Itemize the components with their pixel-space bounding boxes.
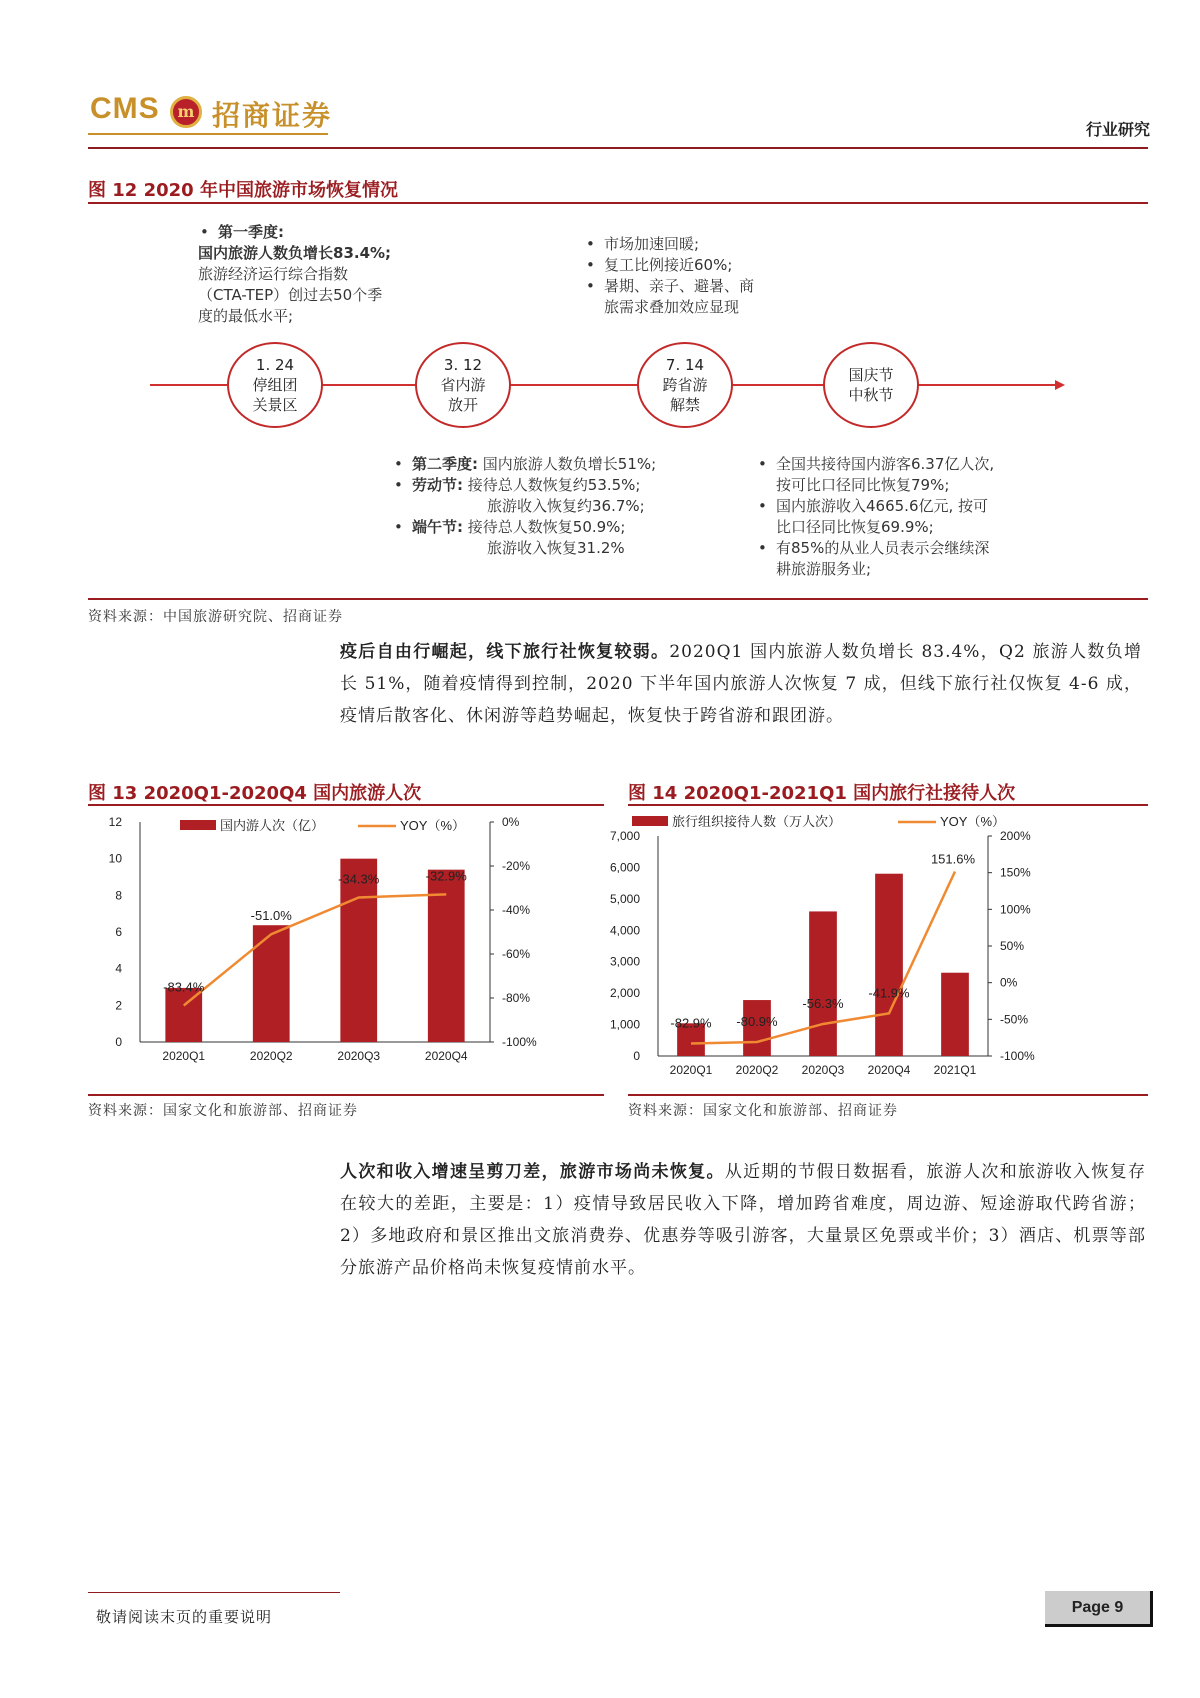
list-item-cont: 旅游收入恢复31.2% [487, 539, 625, 557]
section-label: 行业研究 [1085, 120, 1150, 139]
y-tick-label-right: -60% [502, 947, 531, 961]
y-tick-label-right: -80% [502, 991, 531, 1005]
data-label: -51.0% [250, 908, 292, 924]
fig12-rule [88, 202, 1148, 204]
y-tick-label-right: 150% [1000, 865, 1031, 880]
fig12-summer-block [584, 234, 824, 318]
list-item: • 劳动节: 接待总人数恢复约53.5%; [392, 475, 722, 496]
timeline-node: 7. 14 跨省游 解禁 [637, 342, 733, 428]
y-tick-label-right: -40% [502, 903, 531, 917]
x-tick-label: 2020Q1 [162, 1049, 206, 1063]
list-item: • 端午节: 接待总人数恢复50.9%; [392, 517, 722, 538]
y-tick-label-right: -20% [502, 859, 531, 873]
fig14-chart [609, 808, 1148, 1092]
list-item: • 国内旅游收入4665.6亿元, 按可 比口径同比恢复69.9%; [756, 496, 1056, 538]
y-tick-label-left: 6 [115, 925, 122, 939]
y-tick-label-right: 0% [1000, 975, 1018, 990]
legend-bar-label: 旅行组织接待人数（万人次） [672, 814, 842, 829]
footer-rule [88, 1592, 340, 1593]
list-item: • 全国共接待国内游客6.37亿人次, 按可比口径同比恢复79%; [756, 454, 1056, 496]
timeline-node: 国庆节 中秋节 [823, 342, 919, 428]
x-tick-label: 2021Q1 [933, 1063, 977, 1077]
list-item: • 第二季度: 国内旅游人数负增长51%; [392, 454, 722, 475]
y-tick-label-left: 2,000 [609, 986, 640, 1001]
x-tick-label: 2020Q2 [249, 1049, 293, 1063]
footer-note: 敬请阅读末页的重要说明 [96, 1608, 273, 1626]
yoy-line [184, 894, 447, 1005]
list-item-cont: 旅需求叠加效应显现 [604, 298, 740, 316]
y-tick-label-left: 1,000 [609, 1017, 640, 1032]
fig13-title: 图 13 2020Q1-2020Q4 国内旅游人次 [88, 783, 422, 804]
page-number: Page 9 [1045, 1591, 1153, 1627]
fig12-q1-line: 国内旅游人数负增长83.4%; [198, 244, 392, 262]
y-tick-label-left: 0 [633, 1049, 640, 1063]
fig14-rule [628, 804, 1148, 806]
paragraph-2: 人次和收入增速呈剪刀差，旅游市场尚未恢复。从近期的节假日数据看，旅游人次和旅游收入恢复存在较大的差距，主要是：1）疫情导致居民收入下降，增加跨省难度，周边游、短途游取代跨省游；2）多地政府和景区推出文旅消费券、优惠券等吸引游客，大量景区免票或半价；3）酒店、机票等部分旅游产品价格尚未恢复疫情前水平。 [340, 1162, 1147, 1278]
y-tick-label-left: 7,000 [609, 829, 640, 843]
fig12-q1-line: 度的最低水平; [198, 307, 294, 325]
y-tick-label-left: 4 [115, 961, 122, 976]
data-label: -80.9% [736, 1013, 778, 1029]
y-tick-label-right: 200% [1000, 829, 1031, 843]
bar [941, 973, 969, 1056]
y-tick-label-right: 50% [1000, 939, 1025, 953]
paragraph-1: 疫后自由行崛起，线下旅行社恢复较弱。2020Q1 国内旅游人数负增长 83.4%，Q2 旅游人数负增长 51%，随着疫情得到控制，2020 下半年国内旅游人次恢复 7 成，但线下旅行社仅恢复 4-6 成，疫情后散客化、休闲游等趋势崛起，恢复快于跨省游和跟团游。 [340, 642, 1142, 726]
list-item: • 有85%的从业人员表示会继续深 耕旅游服务业; [756, 538, 1056, 580]
x-tick-label: 2020Q2 [735, 1063, 779, 1077]
data-label: -83.4% [163, 979, 205, 995]
data-label: -82.9% [670, 1015, 712, 1031]
fig12-q1-bullet: • 第一季度: [198, 222, 448, 243]
x-tick-label: 2020Q3 [801, 1063, 845, 1077]
header-rule [88, 147, 1148, 149]
list-item: • 暑期、亲子、避暑、商 [584, 276, 824, 297]
fig13-bottom-rule [88, 1094, 604, 1096]
logo-cms: CMS [90, 92, 160, 125]
timeline-node: 3. 12 省内游 放开 [415, 342, 511, 428]
bar [253, 925, 290, 1042]
list-item-cont: 旅游收入恢复约36.7%; [487, 497, 645, 515]
timeline-node: 1. 24 停组团 关景区 [227, 342, 323, 428]
bar [809, 911, 837, 1056]
legend-line-label: YOY（%） [400, 818, 466, 833]
fig12-national-day-block [756, 454, 1056, 580]
legend-bar-label: 国内游人次（亿） [220, 818, 325, 833]
fig14-source: 资料来源：国家文化和旅游部、招商证券 [628, 1103, 898, 1119]
header-accent-rule [88, 133, 328, 135]
list-item: • 复工比例接近60%; [584, 255, 824, 276]
x-tick-label: 2020Q4 [424, 1049, 468, 1063]
y-tick-label-right: 100% [1000, 902, 1031, 917]
bar [875, 874, 903, 1056]
y-tick-label-left: 12 [108, 815, 122, 829]
fig12-q1-line: 旅游经济运行综合指数 [198, 265, 349, 283]
x-tick-label: 2020Q3 [337, 1049, 381, 1063]
y-tick-label-right: -50% [1000, 1012, 1029, 1027]
data-label: 151.6% [930, 851, 976, 867]
fig12-q2-block [392, 454, 722, 559]
fig14-title: 图 14 2020Q1-2021Q1 国内旅行社接待人次 [628, 783, 1016, 804]
x-tick-label: 2020Q1 [669, 1063, 713, 1077]
y-tick-label-left: 2 [115, 998, 122, 1013]
legend-line-label: YOY（%） [940, 814, 1006, 829]
y-tick-label-right: -100% [502, 1035, 537, 1049]
legend-bar-swatch [632, 816, 668, 826]
y-tick-label-right: -100% [1000, 1049, 1035, 1063]
data-label: -34.3% [338, 871, 380, 887]
y-tick-label-left: 5,000 [609, 891, 640, 906]
logo-emblem-icon: m [170, 96, 202, 128]
logo-company-name: 招商证券 [212, 99, 333, 132]
y-tick-label-left: 4,000 [609, 923, 640, 938]
fig12-q1-block [198, 222, 448, 327]
fig13-rule [88, 804, 604, 806]
fig12-source: 资料来源：中国旅游研究院、招商证券 [88, 609, 343, 625]
fig12-bottom-rule [88, 598, 1148, 600]
y-tick-label-left: 6,000 [609, 860, 640, 875]
y-tick-label-left: 8 [115, 888, 122, 903]
fig13-chart [88, 812, 604, 1092]
data-label: -41.9% [868, 985, 910, 1001]
fig13-source: 资料来源：国家文化和旅游部、招商证券 [88, 1103, 358, 1119]
data-label: -56.3% [802, 995, 844, 1011]
fig12-q1-line: （CTA-TEP）创过去50个季 [198, 286, 383, 304]
legend-bar-swatch [180, 820, 216, 830]
y-tick-label-left: 3,000 [609, 954, 640, 969]
fig12-title: 图 12 2020 年中国旅游市场恢复情况 [88, 180, 398, 201]
fig14-bottom-rule [628, 1094, 1148, 1096]
y-tick-label-right: 0% [502, 815, 520, 829]
x-tick-label: 2020Q4 [867, 1063, 911, 1077]
list-item: • 市场加速回暖; [584, 234, 824, 255]
data-label: -32.9% [425, 868, 467, 884]
y-tick-label-left: 10 [108, 851, 122, 866]
y-tick-label-left: 0 [115, 1035, 122, 1049]
